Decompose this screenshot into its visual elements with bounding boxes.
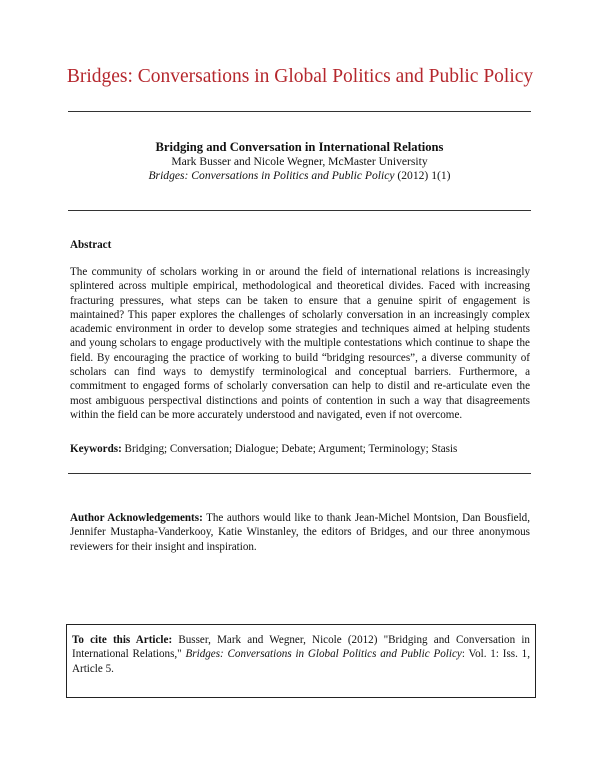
acknowledgements xyxy=(70,511,530,554)
acknowledgements-label: Author Acknowledgements: xyxy=(70,512,203,524)
citation-journal: Bridges: Conversations in Global Politics and Public Policy xyxy=(185,648,462,661)
article-authors: Mark Busser and Nicole Wegner, McMaster University xyxy=(171,155,428,168)
keywords-text: Bridging; Conversation; Dialogue; Debate; Argument; Terminology; Stasis xyxy=(121,443,458,455)
abstract-text: The community of scholars working in or around the field of international relations is increasingly splintered across multiple empirical, methodological and theoretical divides. Faced with increasing fracturing pressures, what steps can be taken to ensure that a genuine spirit of engagement is maintained? This paper explores the challenges of scholarly conversation in an increasingly complex academic environment in order to develop some strategies and techniques aimed at helping students and young scholars to engage productively with the multiple contestations which continue to shape the field. By encouraging the practice of working to build “bridging resources”, a diverse community of scholars can find ways to demystify terminological and conceptual barriers. Furthermore, a commitment to engaged forms of scholarly conversation can help to distil and re-articulate even the most ambiguous perspectival distinctions and points of contention in such a way that disagreements within the field can be more accurately understood and navigated, even if not overcome. xyxy=(70,266,530,421)
article-citation xyxy=(68,169,531,183)
article-header xyxy=(68,139,531,183)
citation-volume: : Vol. 1: Iss. 1, Article 5. xyxy=(72,648,530,675)
abstract-heading: Abstract xyxy=(70,239,112,251)
keywords xyxy=(70,442,530,456)
top-divider xyxy=(68,111,531,112)
citation-box xyxy=(66,624,536,698)
citation-authors: Busser, Mark and Wegner, Nicole (2012) "Bridging and Conversation in International Relations," xyxy=(72,634,530,661)
citation-text xyxy=(72,633,530,676)
keywords-divider xyxy=(68,473,531,474)
citation-label: To cite this Article: xyxy=(72,634,173,646)
header-divider xyxy=(68,210,531,211)
article-title: Bridging and Conversation in International Relations xyxy=(155,140,444,154)
keywords-label: Keywords: xyxy=(70,443,122,455)
journal-title: Bridges: Conversations in Global Politics and Public Policy xyxy=(66,66,534,87)
acknowledgements-text: The authors would like to thank Jean-Michel Montsion, Dan Bousfield, Jennifer Mustapha-Vanderkooy, Katie Winstanley, the editors of Bridges, and our three anonymous reviewers for their insight and inspiration. xyxy=(70,512,530,553)
article-citation-journal: Bridges: Conversations in Politics and Public Policy xyxy=(148,169,395,182)
article-citation-volume: (2012) 1(1) xyxy=(394,169,451,182)
